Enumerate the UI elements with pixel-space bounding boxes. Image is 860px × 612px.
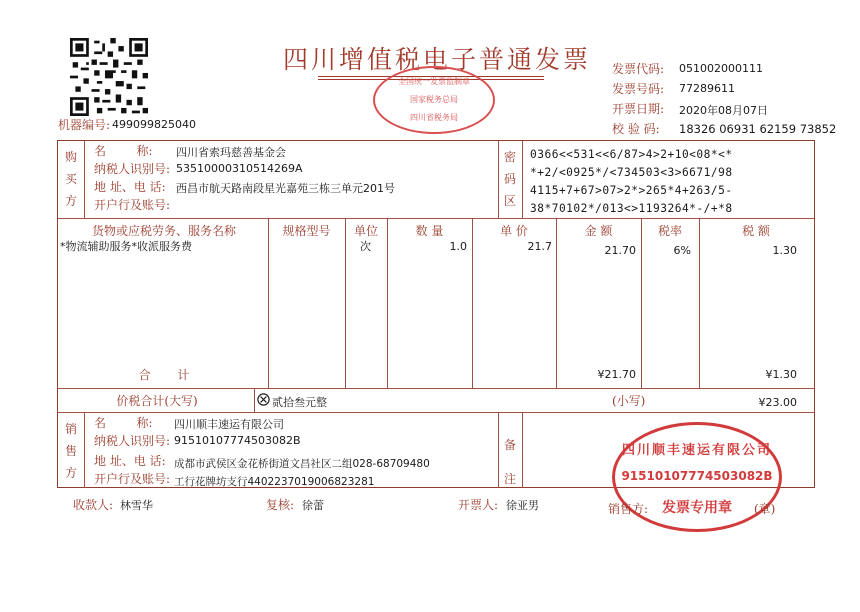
- item-qty-cell: 1.0: [449, 240, 467, 253]
- divider-buyer-bottom: [57, 218, 815, 219]
- drawer-value: 徐亚男: [506, 499, 539, 512]
- invoice-date-value: 2020年08月07日: [679, 104, 768, 117]
- buyer-name-value: 四川省索玛慈善基金会: [176, 146, 286, 159]
- seller-bank-label: 开户行及账号:: [94, 472, 171, 486]
- buyer-address-value: 西昌市航天路南段星光嘉苑三栋三单元201号: [176, 182, 395, 195]
- invoice-code-label: 发票代码:: [612, 62, 665, 76]
- invoice-title: 四川增值税电子普通发票: [283, 45, 592, 74]
- item-rate-cell: 6%: [673, 244, 691, 257]
- cipher-section-label: 密码区: [503, 150, 516, 208]
- total-amount: ¥21.70: [597, 368, 636, 381]
- divider-seller-label: [84, 412, 85, 488]
- item-name-cell: *物流辅助服务*收派服务费: [60, 240, 192, 253]
- total-label: 合 计: [138, 368, 190, 382]
- seller-name-label: 名 称:: [94, 416, 153, 430]
- cipher-line: 38*70102*/013<>1193264*-/+*8: [530, 202, 733, 215]
- invoice-number-label: 发票号码:: [612, 82, 665, 96]
- item-amount-cell: 21.70: [604, 244, 636, 257]
- buyer-address-label: 地 址、电 话:: [94, 180, 166, 194]
- buyer-bank-label: 开户行及账号:: [94, 198, 171, 212]
- grand-total-label: 价税合计(大写): [116, 394, 198, 408]
- seller-section-label: 销售方: [64, 422, 77, 480]
- col-header-spec: 规格型号: [282, 224, 331, 238]
- col-header-name: 货物或应税劳务、服务名称: [91, 224, 236, 238]
- buyer-taxid-label: 纳税人识别号:: [94, 162, 171, 176]
- col-header-tax: 税 额: [742, 224, 770, 238]
- item-tax-cell: 1.30: [772, 244, 797, 257]
- divider-remark-label: [522, 412, 523, 488]
- invoice-number-value: 77289611: [679, 82, 735, 95]
- seller-address-value: 成都市武侯区金花桥街道文昌社区二组028-68709480: [174, 458, 430, 470]
- cipher-line: *+2/<0925*/<734503<3>6671/98: [530, 166, 733, 179]
- item-price-cell: 21.7: [527, 240, 552, 253]
- grand-total-small-label: (小写): [612, 394, 646, 408]
- check-code-value: 18326 06931 62159 73852: [679, 122, 837, 136]
- invoice-code-value: 051002000111: [679, 62, 763, 75]
- col-divider-spec: [268, 218, 269, 388]
- grand-total-small-value: ¥23.00: [758, 396, 797, 409]
- check-code-label: 校 验 码:: [612, 122, 660, 136]
- cipher-line: 4115+7+67>07>2*>265*4+263/5-: [530, 184, 733, 197]
- seal-bottom-text: 四川省税务局: [410, 113, 458, 122]
- col-header-unit: 单位: [353, 224, 378, 238]
- qr-code: [70, 38, 148, 116]
- seller-name-value: 四川顺丰速运有限公司: [174, 418, 284, 431]
- divider-cipher-left: [498, 140, 499, 218]
- company-seal-taxid: 91510107774503082B: [621, 469, 773, 483]
- col-header-rate: 税率: [657, 224, 682, 238]
- seller-taxid-label: 纳税人识别号:: [94, 434, 171, 448]
- divider-remark-left: [498, 412, 499, 488]
- company-seal-name: 四川顺丰速运有限公司: [621, 443, 772, 458]
- seal-center-text: 国家税务总局: [410, 95, 458, 104]
- seller-stamp-label: (章): [754, 502, 776, 516]
- divider-seller-top: [57, 412, 815, 413]
- seller-taxid-value: 91510107774503082B: [174, 434, 301, 447]
- grand-total-uppercase: 贰拾叁元整: [272, 396, 327, 409]
- company-seal-bottom: 发票专用章: [662, 500, 732, 516]
- reviewer-value: 徐蕾: [302, 499, 324, 512]
- machine-number-value: 499099825040: [112, 118, 196, 131]
- invoice-date-label: 开票日期:: [612, 102, 665, 116]
- col-header-amount: 金 额: [584, 224, 613, 238]
- col-header-qty: 数 量: [415, 224, 444, 238]
- supervision-seal: [373, 66, 495, 134]
- buyer-name-label: 名 称:: [94, 144, 153, 158]
- col-divider-unit: [345, 218, 346, 388]
- cross-circle-icon: [257, 393, 270, 406]
- col-header-price: 单 价: [500, 224, 528, 238]
- seal-ring-text: 全国统一发票监制章: [398, 77, 470, 86]
- payee-label: 收款人:: [73, 498, 114, 512]
- drawer-label: 开票人:: [458, 498, 499, 512]
- divider-grandtotal-top: [57, 388, 815, 389]
- machine-number-label: 机器编号:: [58, 118, 111, 132]
- seller-sign-label: 销售方:: [608, 502, 649, 516]
- reviewer-label: 复核:: [266, 498, 295, 512]
- divider-cipher-label: [522, 140, 523, 218]
- payee-value: 林雪华: [120, 499, 153, 512]
- divider-buyer-label: [84, 140, 85, 218]
- total-tax: ¥1.30: [765, 368, 797, 381]
- seller-address-label: 地 址、电 话:: [94, 454, 166, 468]
- cipher-line: 0366<<531<<6/87>4>2+10<08*<*: [530, 148, 733, 161]
- divider-grandtotal-label: [254, 388, 255, 412]
- seller-bank-value: 工行花牌坊支行4402237019006823281: [174, 476, 375, 488]
- remark-label: 备注: [503, 438, 516, 486]
- item-unit-cell: 次: [360, 240, 371, 253]
- buyer-taxid-value: 53510000310514269A: [176, 162, 303, 175]
- buyer-section-label: 购买方: [64, 150, 77, 208]
